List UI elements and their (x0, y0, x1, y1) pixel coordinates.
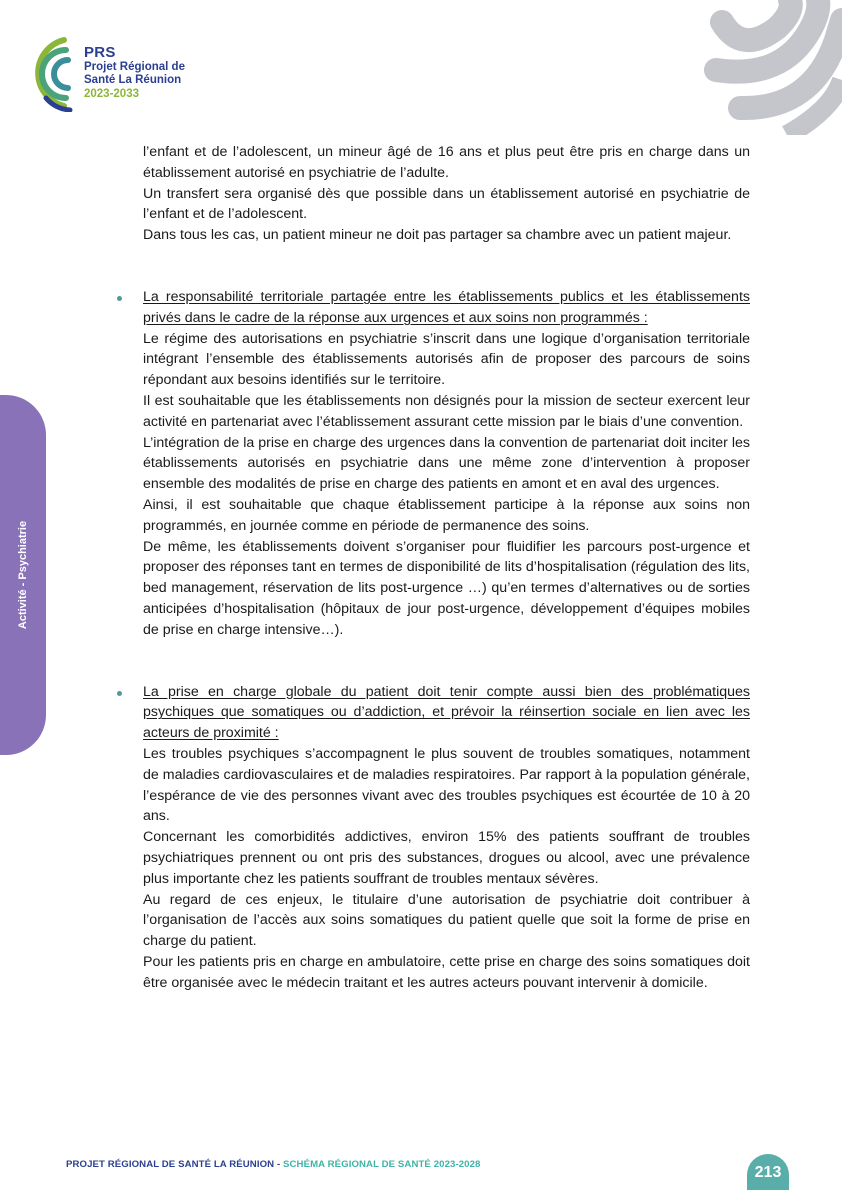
paragraph: l’enfant et de l’adolescent, un mineur âgé de 16 ans et plus peut être pris en charge dans un établissement autorisé en psychiatrie de l’adulte. (143, 144, 750, 181)
decorative-arcs-icon (702, 0, 842, 135)
paragraph: Ainsi, il est souhaitable que chaque établissement participe à la réponse aux soins non programmés, en journée comme en période de permanence des soins. (143, 496, 750, 534)
bullet-title: La prise en charge globale du patient doit tenir compte aussi bien des problématiques psychiques que somatiques ou d’addiction, et prévoir la réinsertion sociale en lien avec les acteurs de proximité : (143, 683, 750, 742)
paragraph: L’intégration de la prise en charge des urgences dans la convention de partenariat doit inciter les établissements autorisés en psychiatrie dans une même zone d’intervention à proposer ensemble des modalités de prise en charge des patients en amont et en aval des urgences. (143, 434, 750, 493)
logo-years: 2023-2033 (84, 87, 139, 100)
section-side-tab (0, 395, 46, 755)
paragraph: De même, les établissements doivent s’organiser pour fluidifier les parcours post-urgence et proposer des réponses tant en termes de disponibilité de lits d’hospitalisation (régulation des lits, bed management, réservation de lits post-urgence …) qu’en termes d’alternatives ou de sorties anticipées d’hospitalisation (hôpitaux de jour post-urgence, développement d’équipes mobiles de prise en charge intensive…). (143, 538, 750, 638)
paragraph: Il est souhaitable que les établissements non désignés pour la mission de secteur exercent leur activité en partenariat avec l’établissement assurant cette mission par le biais d’une convention. (143, 392, 750, 430)
footer-separator: - (274, 1159, 284, 1170)
side-tab-label: Activité - Psychiatrie (17, 520, 29, 630)
bullet-item-global-care (143, 682, 750, 994)
logo-arcs-icon (24, 30, 84, 112)
page-number-badge: 213 (747, 1154, 789, 1190)
paragraph: Au regard de ces enjeux, le titulaire d’une autorisation de psychiatrie doit contribuer à l’organisation de l’accès aux soins somatiques du patient quelle que soit la forme de prise en charge du patient. (143, 891, 750, 950)
paragraph: Les troubles psychiques s’accompagnent le plus souvent de troubles somatiques, notamment de maladies cardiovasculaires et de maladies respiratoires. Par rapport à la population générale, l’espérance de vie des personnes vivant avec des troubles psychiques est écourtée de 10 à 20 ans. (143, 745, 750, 825)
paragraph: Un transfert sera organisé dès que possible dans un établissement autorisé en psychiatrie de l’enfant et de l’adolescent. (143, 185, 750, 223)
logo-line1: Projet Régional de (84, 61, 185, 74)
paragraph: Concernant les comorbidités addictives, environ 15% des patients souffrant de troubles psychiatriques prennent ou ont pris des substances, drogues ou alcool, avec une prévalence plus importante chez les patients souffrant de troubles mentaux sévères. (143, 829, 750, 887)
bullet-item-territorial-responsibility (143, 287, 750, 641)
footer-title (66, 1159, 480, 1170)
paragraph: Dans tous les cas, un patient mineur ne doit pas partager sa chambre avec un patient majeur. (143, 227, 732, 244)
bullet-icon (117, 296, 122, 301)
footer-right-text: SCHÉMA RÉGIONAL DE SANTÉ 2023-2028 (283, 1159, 481, 1170)
logo-line2: Santé La Réunion (84, 74, 182, 87)
paragraph: Le régime des autorisations en psychiatrie s’inscrit dans une logique d’organisation territoriale intégrant l’ensemble des établissements autorisés afin de proposer des parcours de soins répondant aux besoins identifiés sur le territoire. (143, 330, 750, 389)
bullet-icon (117, 691, 122, 696)
prs-logo (24, 30, 204, 112)
intro-section (143, 142, 750, 246)
logo-title: PRS (84, 44, 116, 61)
footer-left-text: PROJET RÉGIONAL DE SANTÉ LA RÉUNION (66, 1159, 275, 1170)
document-body (143, 142, 750, 993)
paragraph: Pour les patients pris en charge en ambulatoire, cette prise en charge des soins somatiques doit être organisée avec le médecin traitant et les autres acteurs pouvant intervenir à domicile. (143, 953, 750, 991)
bullet-title: La responsabilité territoriale partagée entre les établissements publics et les établissements privés dans le cadre de la réponse aux urgences et aux soins non programmés : (143, 288, 750, 326)
